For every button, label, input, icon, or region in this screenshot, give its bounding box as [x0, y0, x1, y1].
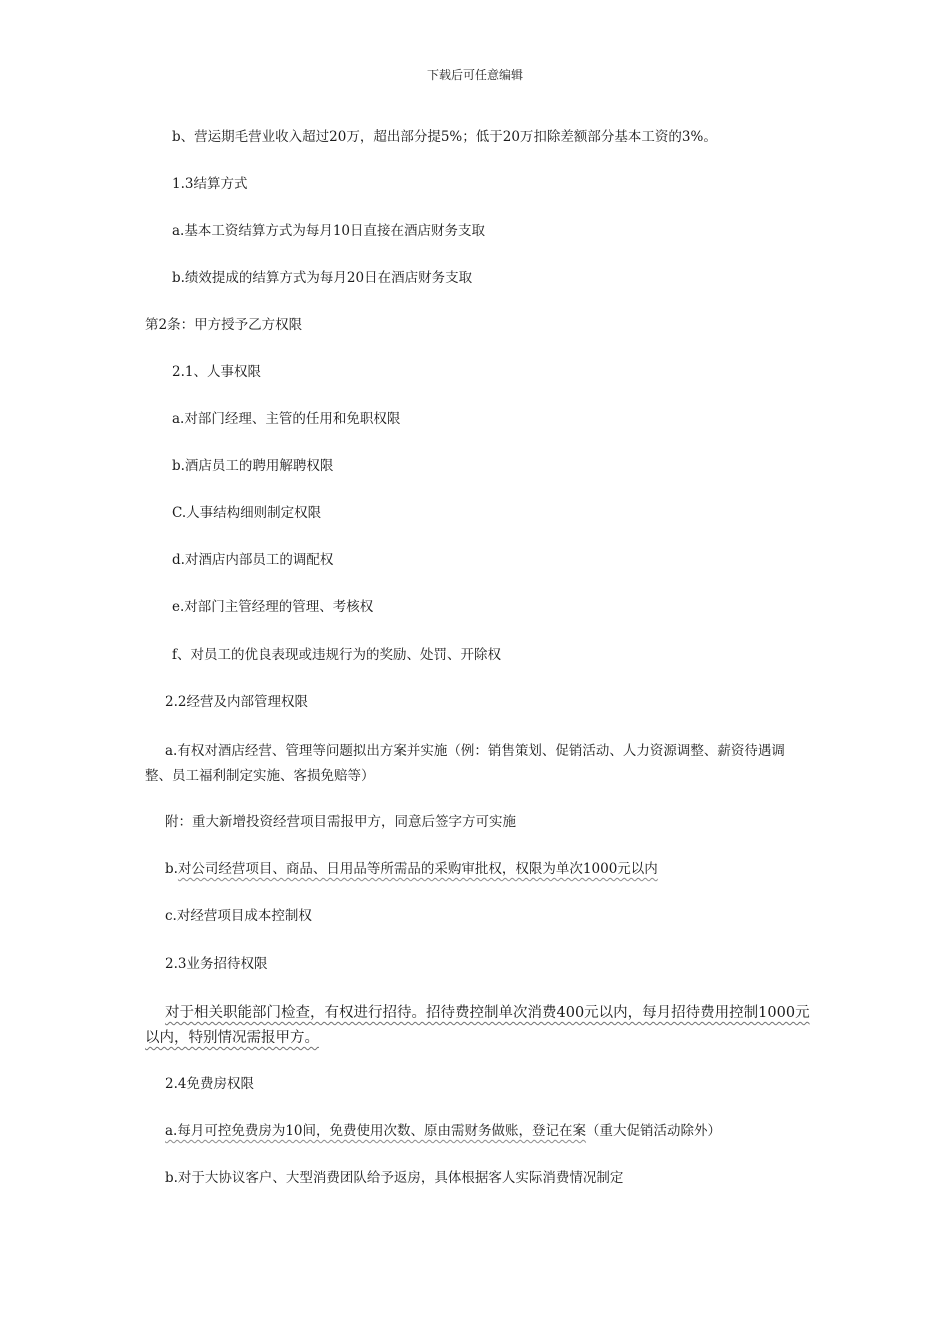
section-heading-2-4: 2.4免费房权限 — [165, 1076, 254, 1092]
paragraph-hospitality-text: 对于相关职能部门检查，有权进行招待。招待费控制单次消费400元以内，每月招待费用控制1000元以内，特别情况需报甲方。 — [145, 1005, 810, 1046]
page-header: 下载后可任意编辑 — [426, 68, 523, 82]
section-heading-2-3: 2.3业务招待权限 — [165, 956, 268, 972]
section-heading-2-2: 2.2经营及内部管理权限 — [165, 694, 308, 710]
paragraph-free-room-a — [165, 1121, 721, 1142]
paragraph-commission-b: b、营运期毛营业收入超过20万，超出部分提5%；低于20万扣除差额部分基本工资的3%。 — [172, 129, 717, 145]
paragraph-management-b — [165, 859, 658, 880]
paragraph-hr-f: f、对员工的优良表现或违规行为的奖励、处罚、开除权 — [172, 647, 501, 663]
paragraph-free-room-a-text: a.每月可控免费房为10间，免费使用次数、原由需财务做账，登记在案 — [165, 1123, 587, 1139]
paragraph-settlement-b: b.绩效提成的结算方式为每月20日在酒店财务支取 — [172, 270, 473, 286]
article-heading-2: 第2条：甲方授予乙方权限 — [145, 317, 303, 333]
paragraph-hr-d: d.对酒店内部员工的调配权 — [172, 552, 334, 568]
section-heading-1-3: 1.3结算方式 — [172, 176, 248, 192]
paragraph-hr-e: e.对部门主管经理的管理、考核权 — [172, 599, 374, 615]
paragraph-management-note: 附：重大新增投资经营项目需报甲方，同意后签字方可实施 — [165, 814, 516, 830]
paragraph-management-b-prefix: b. — [165, 861, 178, 877]
paragraph-hr-c: C.人事结构细则制定权限 — [172, 505, 322, 521]
paragraph-management-c: c.对经营项目成本控制权 — [165, 908, 312, 924]
section-heading-2-1: 2.1、人事权限 — [172, 364, 261, 380]
paragraph-hospitality — [145, 1001, 810, 1051]
paragraph-hr-b: b.酒店员工的聘用解聘权限 — [172, 458, 334, 474]
paragraph-free-room-a-suffix: （重大促销活动除外） — [586, 1123, 722, 1139]
paragraph-management-a: a.有权对酒店经营、管理等问题拟出方案并实施（例：销售策划、促销活动、人力资源调整、薪资待遇调整、员工福利制定实施、客损免赔等） — [145, 743, 785, 784]
paragraph-management-b-text: 对公司经营项目、商品、日用品等所需品的采购审批权，权限为单次1000元以内 — [177, 861, 658, 877]
paragraph-free-room-b: b.对于大协议客户、大型消费团队给予返房，具体根据客人实际消费情况制定 — [165, 1170, 624, 1186]
paragraph-hr-a: a.对部门经理、主管的任用和免职权限 — [172, 411, 401, 427]
paragraph-settlement-a: a.基本工资结算方式为每月10日直接在酒店财务支取 — [172, 223, 486, 239]
